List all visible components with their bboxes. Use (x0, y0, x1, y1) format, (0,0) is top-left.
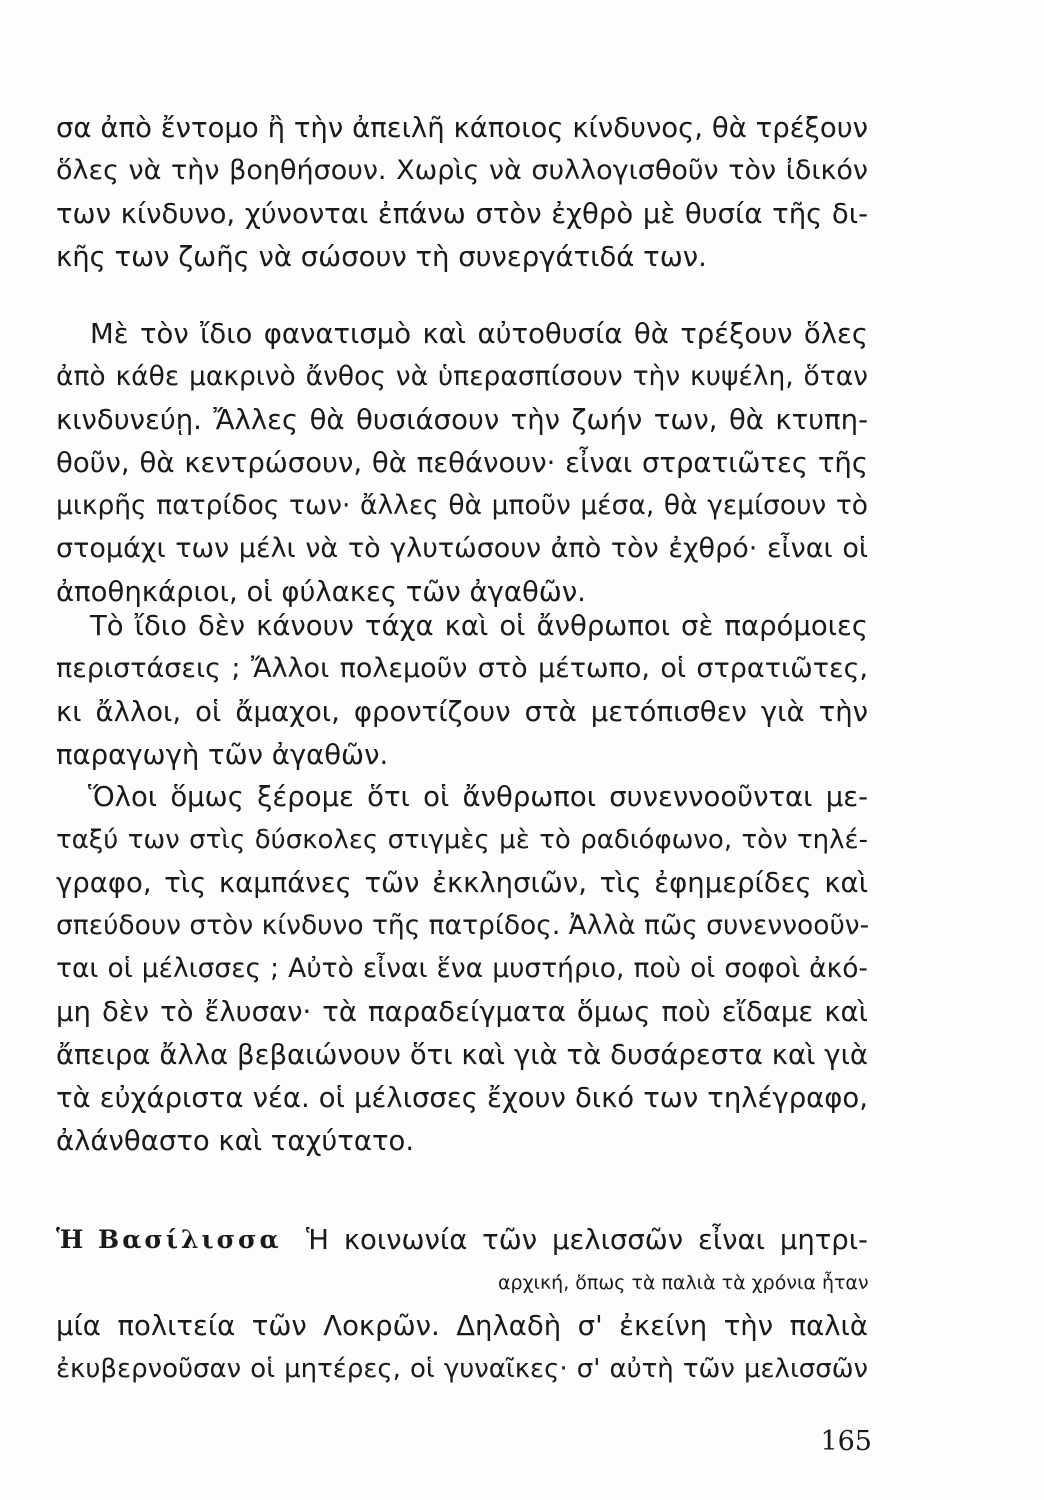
text-line: μικρῆς πατρίδος των· ἄλλες θὰ μποῦν μέσα, θὰ γεμίσουν τὸ (56, 490, 868, 521)
text-line: ταξύ των στὶς δύσκολες στιγμὲς μὲ τὸ ραδιόφωνο, τὸν τηλέ- (56, 825, 868, 855)
text-line: Ἡ κοινωνία τῶν μελισσῶν εἶναι μητρι- (306, 1224, 868, 1256)
text-line: στομάχι των μέλι νὰ τὸ γλυτώσουν ἀπὸ τὸν ἐχθρό· εἶναι οἱ (56, 533, 868, 564)
text-line: ἐκυβερνοῦσαν οἱ μητέρες, οἱ γυναῖκες· σ' αὐτὴ τῶν μελισσῶν (56, 1354, 868, 1384)
text-line: κῆς των ζωῆς νὰ σώσουν τὴ συνεργάτιδά των. (56, 241, 707, 273)
text-line: σα ἀπὸ ἔντομο ἢ τὴν ἀπειλῆ κάποιος κίνδυνος, θὰ τρέξουν (56, 112, 868, 144)
text-line: ὅλες νὰ τὴν βοηθήσουν. Χωρὶς νὰ συλλογισθοῦν τὸν ἰδικόν (56, 155, 868, 186)
text-line: παραγωγὴ τῶν ἀγαθῶν. (56, 739, 389, 771)
text-line: περιστάσεις ; Ἄλλοι πολεμοῦν στὸ μέτωπο, οἱ στρατιῶτες, (56, 653, 868, 684)
section-heading: Ἡ Βασίλισσα (56, 1225, 282, 1254)
text-line: γραφο, τὶς καμπάνες τῶν ἐκκλησιῶν, τὶς ἐφημερίδες καὶ (56, 867, 868, 899)
text-line: κινδυνεύῃ. Ἄλλες θὰ θυσιάσουν τὴν ζωήν των, θὰ κτυπη- (56, 404, 868, 436)
text-line: ἀποθηκάριοι, οἱ φύλακες τῶν ἀγαθῶν. (56, 576, 586, 608)
text-line: Μὲ τὸν ἴδιο φανατισμὸ καὶ αὐτοθυσία θὰ τρέξουν ὅλες (90, 318, 868, 350)
text-line: κι ἄλλοι, οἱ ἄμαχοι, φροντίζουν στὰ μετόπισθεν γιὰ τὴν (56, 696, 868, 728)
text-line: ἀλάνθαστο καὶ ταχύτατο. (56, 1125, 415, 1157)
text-line: μία πολιτεία τῶν Λοκρῶν. Δηλαδὴ σ' ἐκείνη τὴν παλιὰ (56, 1310, 868, 1342)
text-line: ἄπειρα ἄλλα βεβαιώνουν ὅτι καὶ γιὰ τὰ δυσάρεστα καὶ γιὰ (56, 1039, 868, 1071)
text-line: μη δὲν τὸ ἔλυσαν· τὰ παραδείγματα ὅμως ποὺ εἴδαμε καὶ (56, 996, 868, 1028)
text-line: των κίνδυνο, χύνονται ἐπάνω στὸν ἐχθρὸ μὲ θυσία τῆς δι- (56, 198, 868, 230)
text-line: ται οἱ μέλισσες ; Αὐτὸ εἶναι ἕνα μυστήριο, ποὺ οἱ σοφοὶ ἀκό- (56, 953, 868, 984)
text-line: τὰ εὐχάριστα νέα. οἱ μέλισσες ἔχουν δικό των τηλέγραφο, (56, 1082, 868, 1114)
text-line: Τὸ ἴδιο δὲν κάνουν τάχα καὶ οἱ ἄνθρωποι σὲ παρόμοιες (90, 610, 868, 642)
text-line: ἀπὸ κάθε μακρινὸ ἄνθος νὰ ὑπερασπίσουν τὴν κυψέλη, ὅταν (56, 361, 868, 392)
text-line: θοῦν, θὰ κεντρώσουν, θὰ πεθάνουν· εἶναι στρατιῶτες τῆς (56, 447, 868, 479)
text-line: Ὅλοι ὅμως ξέρομε ὅτι οἱ ἄνθρωποι συνεννοοῦνται με- (88, 781, 868, 813)
text-line: σπεύδουν στὸν κίνδυνο τῆς πατρίδος. Ἀλλὰ πῶς συνεννοοῦν- (56, 910, 870, 941)
text-line: αρχική, ὅπως τὰ παλιὰ τὰ χρόνια ἦταν (498, 1272, 869, 1294)
page-number: 165 (820, 1426, 872, 1457)
